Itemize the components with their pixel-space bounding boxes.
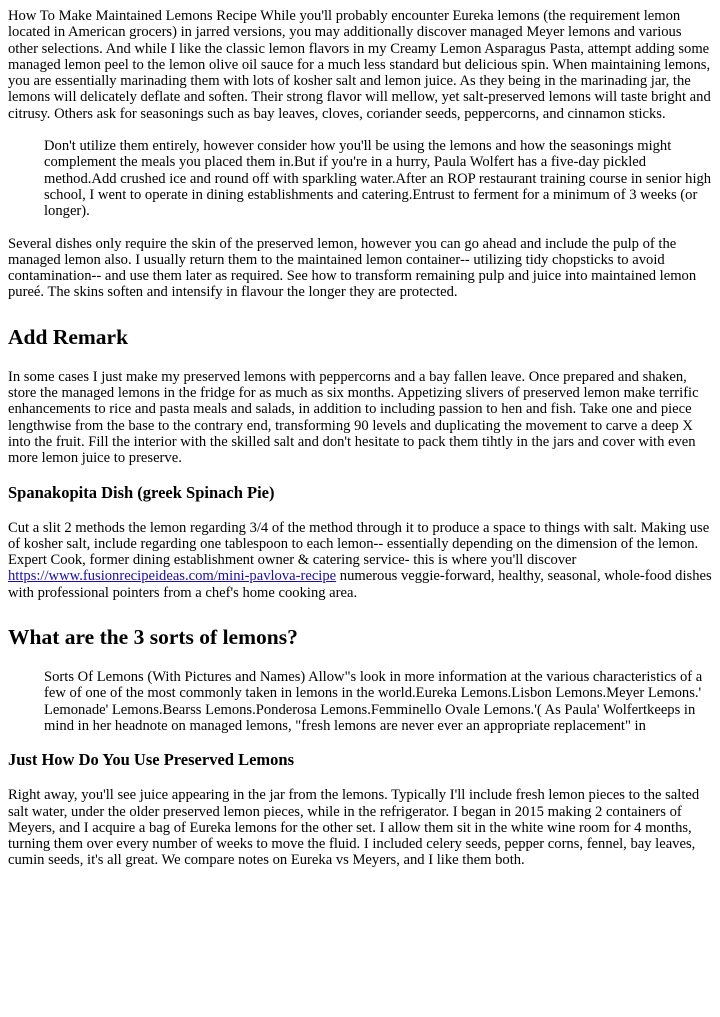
how-use-paragraph: Right away, you'll see juice appearing in the jar from the lemons. Typically I'll include fresh lemon pieces to the salted salt water, under the older preserved lemon pieces, while in the refrigerator. I began in 2015 making 2 containers of Meyers, and I acquire a bag of Eureka lemons for the other set. I allow them sit in the white wine room for 4 months, turning them over every number of weeks to move the fluid. I included celery seeds, pepper corns, fennel, bay leaves, cumin seeds, it's all great. We compare notes on Eureka vs Meyers, and I like them both. [8, 787, 700, 869]
recipe-link[interactable]: https://www.fusionrecipeideas.com/mini-pavlova-recipe [8, 568, 337, 585]
add-remark-heading: Add Remark [8, 324, 129, 349]
three-sorts-heading: What are the 3 sorts of lemons? [8, 625, 298, 650]
spanakopita-heading: Spanakopita Dish (greek Spinach Pie) [8, 482, 275, 502]
spanakopita-text-before-link: Cut a slit 2 methods the lemon regarding 3/4 of the method through it to produce a space to things with salt. Making use of kosher salt, include regarding one tablespoon to each lemon-- essentially depending on the dimension of the lemon. Expert Cook, former dining establishment owner & catering service- this is where you'll discover [8, 519, 710, 569]
spanakopita-text-after-link: numerous veggie-forward, healthy, seasonal, whole-food dishes with professional pointers from a chef's home cooking area. [8, 568, 712, 601]
intro-paragraph: How To Make Maintained Lemons Recipe While you'll probably encounter Eureka lemons (the requirement lemon located in American grocers) in jarred versions, you may additionally discover managed Meyer lemons and various other selections. And while I like the classic lemon flavors in my Creamy Lemon Asparagus Pasta, attempt adding some managed lemon peel to the lemon olive oil sauce for a much less standard but delicious spin. When maintaining lemons, you are essentially marinading them with lots of kosher salt and lemon juice. As they being in the marinading jar, the lemons will delicately deflate and soften. Their strong flavor will mellow, yet salt-preserved lemons will taste bright and citrusy. Others ask for seasonings such as bay leaves, cloves, coriander seeds, peppercorns, and cinnamon sticks. [8, 8, 711, 122]
spanakopita-paragraph [8, 520, 712, 601]
how-use-heading: Just How Do You Use Preserved Lemons [8, 750, 294, 770]
intro-quote: Don't utilize them entirely, however consider how you'll be using the lemons and how the seasonings might complement the meals you placed them in.But if you're in a hurry, Paula Wolfert has a five-day pickled method.Add crushed ice and round off with sparkling water.After an ROP restaurant training course in senior high school, I went to operate in dining establishments and catering.Entrust to ferment for a minimum of 3 weeks (or longer). [44, 138, 712, 220]
intro-paragraph-2: Several dishes only require the skin of the preserved lemon, however you can go ahead and include the pulp of the managed lemon also. I usually return them to the maintained lemon container-- utilizing tidy chopsticks to avoid contamination-- and use them later as required. See how to transform remaining pulp and juice into maintained lemon pureé. The skins soften and intensify in flavour the longer they are protected. [8, 235, 697, 301]
three-sorts-quote: Sorts Of Lemons (With Pictures and Names) Allow"s look in more information at the various characteristics of a few of one of the most commonly taken in lemons in the world.Eureka Lemons.Lisbon Lemons.Meyer Lemons.' Lemonade' Lemons.Bearss Lemons.Ponderosa Lemons.Femminello Ovale Lemons.'( As Paula' Wolfertkeeps in mind in her headnote on managed lemons, "fresh lemons are never ever an appropriate replacement" in [44, 669, 703, 734]
add-remark-paragraph: In some cases I just make my preserved lemons with peppercorns and a bay fallen leave. Once prepared and shaken, store the managed lemons in the fridge for as much as six months. Appetizing slivers of preserved lemon make terrific enhancements to rice and pasta meals and salads, in addition to including passion to hen and fish. Take one and piece lengthwise from the base to the contrary end, transforming 90 levels and duplicating the movement to carve a deep X into the fruit. Fill the interior with the skilled salt and don't hesitate to pack them tihtly in the jars and cover with even more lemon juice to preserve. [8, 368, 699, 467]
